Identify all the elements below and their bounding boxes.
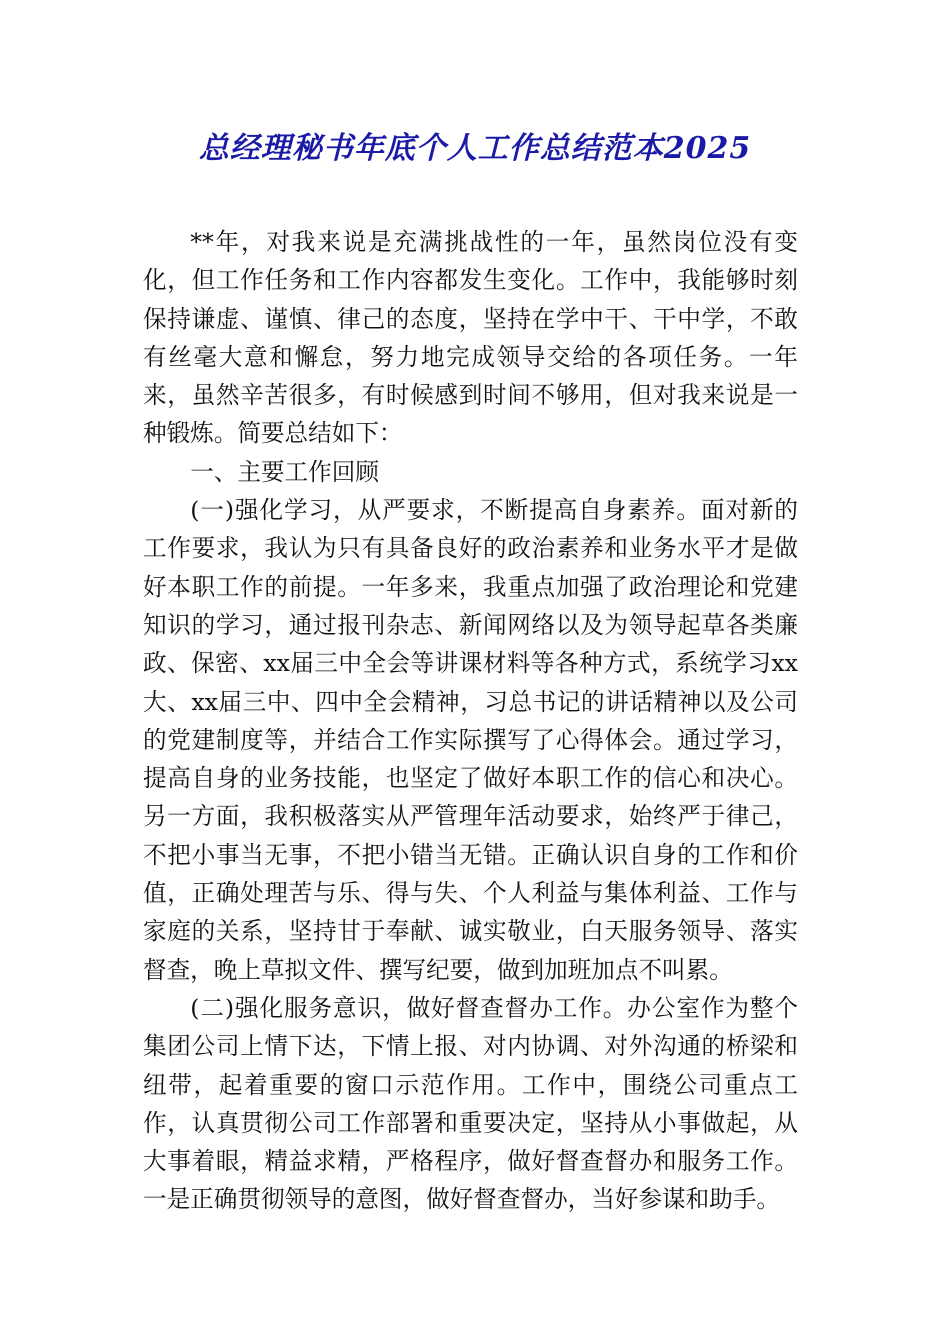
paragraph-intro: **年，对我来说是充满挑战性的一年，虽然岗位没有变化，但工作任务和工作内容都发生变化。工作中，我能够时刻保持谦虚、谨慎、律己的态度，坚持在学中干、干中学，不敢有丝毫大意和懈怠，努力地完成领导交给的各项任务。一年来，虽然辛苦很多，有时候感到时间不够用，但对我来说是一种锻炼。简要总结如下：	[143, 228, 798, 448]
document-title: 总经理秘书年底个人工作总结范本2025	[198, 131, 752, 166]
paragraph-study: (一)强化学习，从严要求，不断提高自身素养。面对新的工作要求，我认为只有具备良好的政治素养和业务水平才是做好本职工作的前提。一年多来，我重点加强了政治理论和党建知识的学习，通过报刊杂志、新闻网络以及为领导起草各类廉政、保密、xx届三中全会等讲课材料等各种方式，系统学习xx大、xx届三中、四中全会精神，习总书记的讲话精神以及公司的党建制度等，并结合工作实际撰写了心得体会。通过学习，提高自身的业务技能，也坚定了做好本职工作的信心和决心。另一方面，我积极落实从严管理年活动要求，始终严于律己，不把小事当无事，不把小错当无错。正确认识自身的工作和价值，正确处理苦与乐、得与失、个人利益与集体利益、工作与家庭的关系，坚持甘于奉献、诚实敬业，白天服务领导、落实督查，晚上草拟文件、撰写纪要，做到加班加点不叫累。	[143, 496, 798, 984]
paragraph-service: (二)强化服务意识，做好督查督办工作。办公室作为整个集团公司上情下达，下情上报、对内协调、对外沟通的桥梁和纽带，起着重要的窗口示范作用。工作中，围绕公司重点工作，认真贯彻公司工作部署和重要决定，坚持从小事做起，从大事着眼，精益求精，严格程序，做好督查督办和服务工作。一是正确贯彻领导的意图，做好督查督办，当好参谋和助手。	[143, 993, 798, 1214]
section-heading: 一、主要工作回顾	[190, 457, 379, 486]
document-body	[143, 223, 798, 1219]
